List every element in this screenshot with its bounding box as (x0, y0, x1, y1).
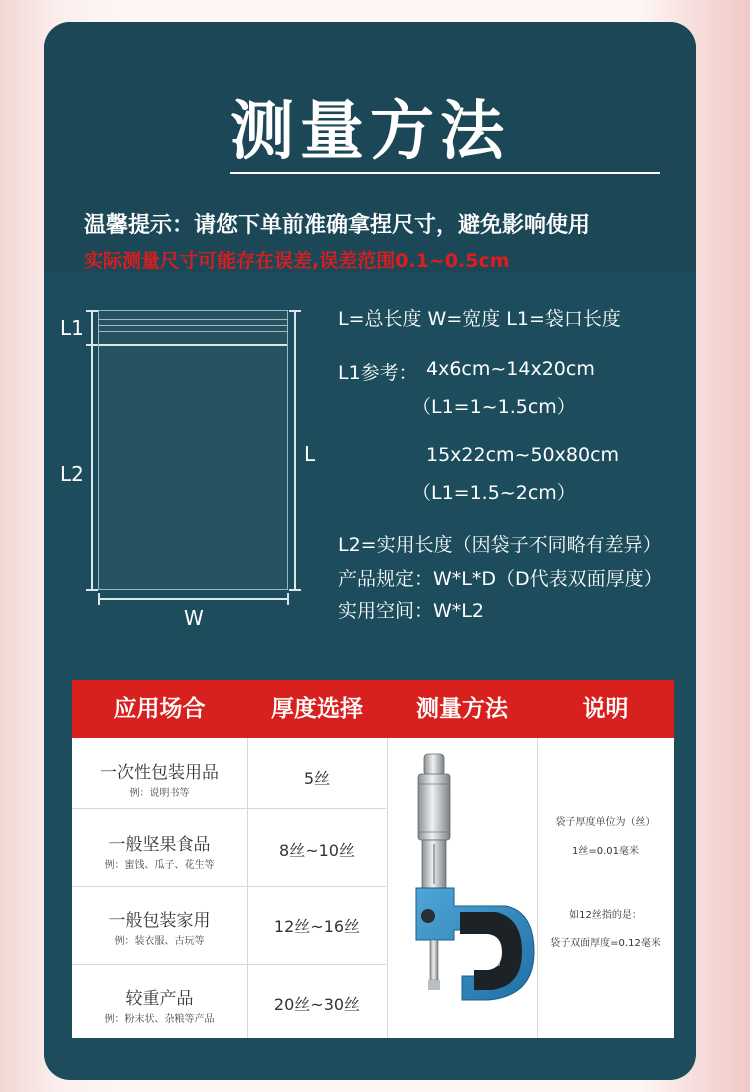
column-divider (537, 738, 538, 1038)
row-thickness: 8丝~10丝 (279, 841, 355, 860)
product-spec: 产品规定：W*L*D（D代表双面厚度） (338, 568, 663, 590)
row-divider (72, 964, 386, 965)
row-example: 例：说明书等 (129, 788, 190, 799)
row-scene: 一般包装家用 (108, 911, 211, 931)
warning-text: 实际测量尺寸可能存在误差,误差范围0.1~0.5cm (84, 250, 510, 272)
row-thickness: 5丝 (303, 769, 331, 788)
l2-definition: L2=实用长度（因袋子不同略有差异） (338, 534, 662, 556)
tick (86, 344, 98, 346)
note-example-label: 如12丝指的是： (569, 910, 642, 921)
range-large-l1: （L1=1.5~2cm） (412, 482, 576, 504)
row-example: 例：粉末状、杂粮等产品 (104, 1014, 215, 1025)
tick (98, 593, 100, 605)
range-large: 15x22cm~50x80cm (426, 444, 620, 466)
l1-ref-label: L1参考： (338, 362, 418, 384)
row-thickness: 20丝~30丝 (273, 995, 361, 1014)
tick (86, 589, 98, 591)
row-divider (72, 808, 386, 809)
row-example: 例：蜜饯、瓜子、花生等 (104, 860, 215, 871)
range-small-l1: （L1=1~1.5cm） (412, 396, 576, 418)
l-dimension-line (91, 310, 93, 590)
tip-text: 温馨提示：请您下单前准确拿捏尺寸，避免影响使用 (84, 213, 591, 238)
header-method: 测量方法 (416, 696, 508, 722)
header-note: 说明 (582, 696, 629, 722)
zip-line (99, 331, 287, 332)
l-total-dimension-line (294, 310, 296, 590)
note-example-value: 袋子双面厚度=0.12毫米 (550, 938, 661, 949)
label-l1: L1 (60, 316, 84, 340)
row-divider (72, 886, 386, 887)
title-underline (230, 172, 660, 174)
micrometer-label-precision: 0.01mm (488, 945, 494, 966)
micrometer-label-range: 0-25mm (496, 944, 502, 966)
tick (86, 310, 98, 312)
label-l: L (304, 442, 316, 466)
table-header (72, 680, 674, 738)
row-example: 例：装衣服、古玩等 (114, 936, 205, 947)
row-thickness: 12丝~16丝 (273, 917, 361, 936)
page-title: 测量方法 (230, 95, 510, 169)
w-dimension-line (98, 598, 288, 600)
row-scene: 一次性包装用品 (100, 763, 219, 783)
note-unit: 袋子厚度单位为（丝） (555, 817, 656, 828)
usable-space: 实用空间：W*L2 (338, 600, 484, 622)
zip-line (99, 325, 287, 326)
header-scene: 应用场合 (113, 696, 206, 722)
bag-outline (98, 310, 288, 590)
tick (289, 589, 301, 591)
label-w: W (184, 606, 204, 630)
seal-line (99, 344, 287, 346)
tick (289, 310, 301, 312)
thickness-table (72, 680, 674, 1038)
micrometer-illustration (388, 740, 536, 1036)
row-scene: 较重产品 (125, 989, 194, 1009)
note-conversion: 1丝=0.01毫米 (571, 846, 639, 857)
label-l2: L2 (60, 462, 84, 486)
header-thickness: 厚度选择 (271, 696, 363, 722)
zip-line (99, 319, 287, 320)
legend-text: L=总长度 W=宽度 L1=袋口长度 (338, 308, 621, 330)
range-small: 4x6cm~14x20cm (426, 358, 595, 380)
tick (287, 593, 289, 605)
row-scene: 一般坚果食品 (108, 835, 211, 855)
